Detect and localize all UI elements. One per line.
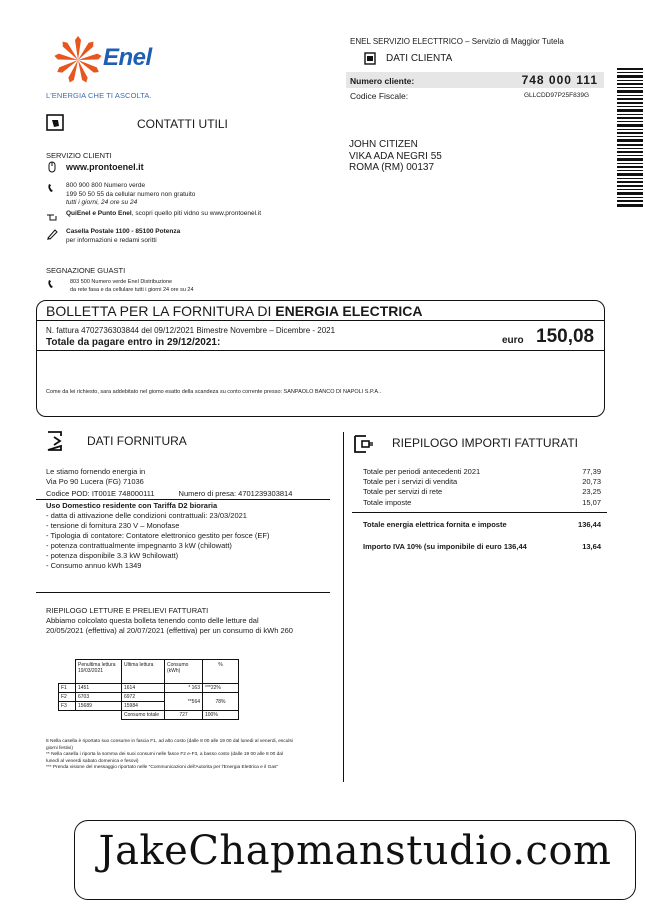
table-cell: 6972 xyxy=(122,693,165,702)
table-cell: Consumo totale xyxy=(122,711,165,720)
fornitura-address xyxy=(46,467,336,486)
punto-enel-rest: , scopri quello piti vidno su www.prontoenel.it xyxy=(131,210,262,217)
amount-due: 150,08 xyxy=(536,326,595,347)
letture-heading: RIEPILOGO LETTURE E PRELIEVI FATTURATI xyxy=(46,606,209,615)
servizio-clienti-heading: SERVIZIO CLIENTI xyxy=(46,151,112,160)
table-header: Penultima lettura 19/03/2021 xyxy=(76,660,122,684)
table-total-row xyxy=(59,711,239,720)
column-divider xyxy=(343,432,344,782)
list-item: - datta di attivazione delle condizioni contrattuali: 23/03/2021 xyxy=(46,511,247,520)
supply-arrow-icon xyxy=(46,430,68,452)
letture-description: Abbiamo colcolato questa bolleta tenendo conto delle letture dal 20/05/2021 (effettiva) al 20/07/2021 (effettiva) per un consumo di kWh 260 xyxy=(46,616,293,635)
amount-row xyxy=(363,477,601,486)
document-icon xyxy=(364,52,378,65)
amount-row xyxy=(363,467,601,476)
phone-icon xyxy=(46,182,58,194)
casella-bold: Casella Postale 1100 - 85100 Potenza xyxy=(66,228,181,235)
table-row xyxy=(59,684,239,693)
contatti-utili-title: CONTATTI UTILI xyxy=(137,117,228,131)
table-cell: 1451 xyxy=(76,684,122,693)
table-cell: 6703 xyxy=(76,693,122,702)
divider xyxy=(36,320,605,321)
website-link[interactable]: www.prontoenel.it xyxy=(66,162,144,172)
guasti-line-1: 803 500 Numero verde Enel Distribuzione xyxy=(70,279,173,285)
list-item: - potenza disponibile 3.3 kW 9chilowatt) xyxy=(46,551,179,560)
amount-label: Totale per i servizi di vendita xyxy=(363,477,458,486)
numero-presa: Numero di presa: 4701239303814 xyxy=(178,489,293,498)
amount-label: Totale per servizi di rete xyxy=(363,487,443,496)
list-item: - Tipologia di contatore: Contatore elettronico gestito per fosce (EF) xyxy=(46,531,270,540)
fornitura-line-1: Le stiamo fornendo energia in xyxy=(46,467,146,476)
footnote: ** Nella casella i riporta la somma dei suoi consumi nelle fasce F2 e-F3, a basso costo (dalle 19 00 alle 8 00 dal lunedì al venerdi sabato domenica e fesovi) xyxy=(46,752,284,764)
table-cell: 78% xyxy=(203,693,239,711)
table-header-row xyxy=(59,660,239,684)
table-cell: F3 xyxy=(59,702,76,711)
table-cell: ***22% xyxy=(203,684,239,693)
punto-enel-bold: QuiEnel e Punto Enel xyxy=(66,210,132,217)
table-row xyxy=(59,693,239,702)
guasti-line-2: da rete fasa e da cellulare tutti i giorni 24 ore su 24 xyxy=(70,287,194,293)
amount-row xyxy=(363,487,601,496)
dati-clienta-title: DATI CLIENTA xyxy=(386,53,453,64)
table-cell: **564 xyxy=(165,693,203,711)
pointing-hand-icon xyxy=(46,210,58,222)
iva-row xyxy=(363,542,601,551)
divider xyxy=(36,350,605,351)
pen-icon xyxy=(46,228,58,240)
iva-value: 13,64 xyxy=(582,542,601,551)
service-name: ENEL SERVIZIO ELECTTRICO – Servizio di Maggior Tutela xyxy=(350,37,564,46)
list-item: - tensione di fornitura 230 V – Monofase xyxy=(46,521,180,530)
phone-icon xyxy=(46,278,58,290)
fornitura-details xyxy=(46,511,269,571)
list-item: - potenza contrattualmente impegnanto 3 kW (chilowatt) xyxy=(46,541,232,550)
bill-title-bold: ENERGIA ELECTRICA xyxy=(275,303,423,319)
table-cell: 15689 xyxy=(76,702,122,711)
table-cell: 100% xyxy=(203,711,239,720)
barcode-icon xyxy=(617,68,643,208)
amount-row xyxy=(363,498,601,507)
watermark-text: JakeChapmanstudio.com xyxy=(98,828,612,874)
numero-cliente-band xyxy=(346,72,604,88)
brand-name: Enel xyxy=(103,44,152,71)
fattura-number: N. fattura 4702736303844 del 09/12/2021 Bimestre Novembre – Dicembre - 2021 xyxy=(46,326,336,335)
table-header: Consumo (kWh) xyxy=(165,660,203,684)
footnotes xyxy=(46,739,296,772)
table-header: Ultima lettura xyxy=(122,660,165,684)
readings-table xyxy=(58,659,239,720)
divider xyxy=(36,592,330,593)
euro-label: euro xyxy=(502,335,524,346)
table-cell: 1614 xyxy=(122,684,165,693)
table-cell: * 163 xyxy=(165,684,203,693)
energy-total-value: 136,44 xyxy=(578,520,601,529)
customer-name: JOHN CITIZEN xyxy=(349,139,418,150)
total-due-label: Totale da pagare entro in 29/12/2021: xyxy=(46,337,221,348)
customer-address xyxy=(349,139,442,174)
table-cell: 15984 xyxy=(122,702,165,711)
divider xyxy=(352,512,607,513)
codice-fiscale-value: GLLCDD97P25F839G xyxy=(524,92,590,99)
energy-total-label: Totale energia elettrica fornita e imposte xyxy=(363,520,507,529)
footnote: *** Prenda visione del messaggio riportato nelle "Communicazioni dell'Autorita per l'Energia Elettrica e il Gas" xyxy=(46,765,279,771)
numero-cliente-value: 748 000 111 xyxy=(521,73,598,87)
contact-card-icon xyxy=(46,114,66,132)
codice-fiscale-label: Codice Fiscale: xyxy=(350,91,409,101)
amount-value: 20,73 xyxy=(582,477,601,486)
divider xyxy=(36,499,330,500)
list-item: - Consumo annuo kWh 1349 xyxy=(46,561,142,570)
plug-icon xyxy=(352,434,374,454)
iva-label: Importo IVA 10% (su imponibile di euro 136,44 xyxy=(363,542,527,551)
direct-debit-note: Come da lei richiesto, sara addebitato nel giomo esatto della scandeza su conto corrente presso: SANPAOLO BANCO DI NAPOLI S.P.A.. xyxy=(46,389,382,395)
table-cell: F1 xyxy=(59,684,76,693)
energy-total-row xyxy=(363,520,601,529)
phone-line-2: 199 50 50 55 da cellular numero non gratuito xyxy=(66,190,196,198)
bill-title-regular: BOLLETTA PER LA FORNITURA DI xyxy=(46,303,276,319)
amount-label: Totale imposte xyxy=(363,498,412,507)
fornitura-line-2: Via Po 90 Lucera (FG) 71036 xyxy=(46,476,144,486)
dati-fornitura-title: DATI FORNITURA xyxy=(87,434,187,448)
amount-value: 15,07 xyxy=(582,498,601,507)
phone-line-1: 800 900 800 Numero verde xyxy=(66,182,146,189)
riepilogo-importi-title: RIEPILOGO IMPORTI FATTURATI xyxy=(392,436,579,450)
codice-pod: Codice POD: IT001E 748000111 xyxy=(46,489,155,498)
tariff-type: Uso Domestico residente con Tariffa D2 bioraria xyxy=(46,501,218,510)
table-cell: F2 xyxy=(59,693,76,702)
pod-row xyxy=(46,489,292,498)
amount-value: 77,39 xyxy=(582,467,601,476)
table-cell: 727 xyxy=(165,711,203,720)
table-header: % xyxy=(203,660,239,684)
customer-city: ROMA (RM) 00137 xyxy=(349,162,435,173)
casella-rest: per informazioni e redami soritti xyxy=(66,236,157,244)
amount-value: 23,25 xyxy=(582,487,601,496)
phone-line-3: tutti i giorni, 24 ore su 24 xyxy=(66,199,138,206)
numero-cliente-label: Numero cliente: xyxy=(350,76,415,86)
brand-tagline: L'ENERGIA CHE TI ASCOLTA. xyxy=(46,91,152,100)
customer-street: VIKA ADA NEGRI 55 xyxy=(349,150,442,162)
footnote: 8 Nella casella è riportato suo consume in fascia F1, ad alto costo (dalle 8 00 alle 19 00 dal lunedi al venerdi, esculsi giorni festivi) xyxy=(46,739,293,751)
mouse-icon xyxy=(46,161,58,173)
amount-label: Totale per periodi antecedenti 2021 xyxy=(363,467,481,476)
segnazione-guasti-heading: SEGNAZIONE GUASTI xyxy=(46,266,126,275)
bill-title xyxy=(46,303,423,319)
